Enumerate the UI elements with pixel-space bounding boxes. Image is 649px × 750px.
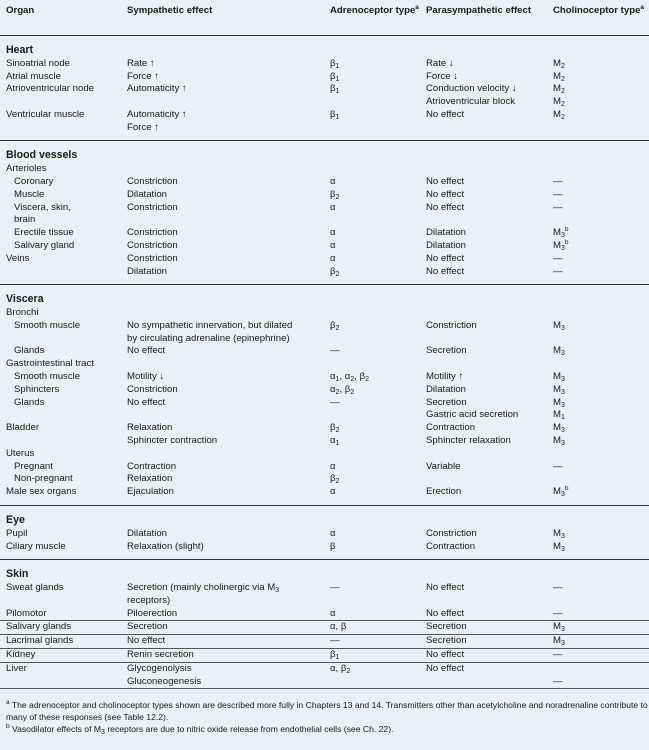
cell-parasympathetic bbox=[426, 307, 553, 320]
cell-sympathetic bbox=[127, 307, 330, 320]
cell-parasympathetic bbox=[426, 473, 553, 486]
cell-parasympathetic bbox=[426, 595, 553, 608]
cell-adrenoceptor: α bbox=[330, 527, 336, 539]
cell-adrenoceptor: α bbox=[330, 486, 336, 498]
cell-parasympathetic: Dilatation bbox=[426, 383, 466, 395]
table-row bbox=[0, 635, 649, 649]
cell-cholinoceptor: $M_3^b$ bbox=[553, 225, 569, 240]
table-row bbox=[0, 448, 649, 461]
cell-adrenoceptor: α bbox=[330, 201, 336, 213]
cell-cholinoceptor bbox=[553, 358, 649, 371]
cell-parasympathetic: No effect bbox=[426, 188, 465, 200]
cell-adrenoceptor: $\beta_2$ bbox=[330, 188, 340, 201]
cell-parasympathetic: No effect bbox=[426, 662, 465, 674]
cell-cholinoceptor: $M_3$ bbox=[553, 422, 565, 435]
cell-sympathetic: No effect bbox=[127, 635, 330, 649]
cell-cholinoceptor: $M_3$ bbox=[553, 371, 565, 384]
cell-sympathetic: Automaticity ↑ bbox=[127, 108, 187, 120]
header-sympathetic: Sympathetic effect bbox=[127, 0, 330, 36]
cell-organ: brain bbox=[14, 214, 36, 226]
cell-adrenoceptor: — bbox=[330, 582, 340, 594]
footnote-b-text: Vasodilator effects of $M_3$ receptors are due to nitric oxide release from endothelial cells (see Ch. 22). bbox=[12, 724, 394, 737]
table-row bbox=[0, 621, 649, 635]
table-row bbox=[0, 345, 649, 358]
cell-cholinoceptor: $M_3$ bbox=[553, 383, 565, 396]
table-row bbox=[0, 266, 649, 279]
cell-parasympathetic: Conduction velocity ↓ bbox=[426, 83, 517, 95]
cell-adrenoceptor bbox=[330, 333, 426, 346]
header-row bbox=[0, 0, 649, 36]
table-row bbox=[0, 307, 649, 320]
table-row bbox=[0, 176, 649, 189]
cell-organ: Salivary gland bbox=[14, 239, 75, 251]
cell-adrenoceptor: α bbox=[330, 460, 336, 472]
cell-parasympathetic: No effect bbox=[426, 108, 465, 120]
cell-parasympathetic: Secretion bbox=[426, 635, 553, 649]
header-cholinoceptor: Cholinoceptor type$^a$ bbox=[553, 0, 649, 36]
cell-cholinoceptor: $M_2$ bbox=[553, 70, 565, 83]
cell-adrenoceptor: α bbox=[330, 227, 336, 239]
cell-cholinoceptor: — bbox=[553, 676, 649, 689]
cell-adrenoceptor: $\beta_2$ bbox=[330, 265, 340, 278]
table-row bbox=[0, 662, 649, 675]
table-row bbox=[0, 473, 649, 486]
cell-cholinoceptor: $M_2$ bbox=[553, 108, 565, 121]
section-title: Skin bbox=[6, 568, 29, 581]
cell-adrenoceptor bbox=[330, 595, 426, 608]
cell-adrenoceptor: $\beta_2$ bbox=[330, 422, 340, 435]
cell-organ bbox=[0, 266, 127, 279]
cell-organ: Male sex organs bbox=[6, 486, 77, 498]
cell-sympathetic: receptors) bbox=[127, 594, 171, 606]
cell-adrenoceptor: $\alpha_2$, $\beta_2$ bbox=[330, 383, 355, 396]
table-row bbox=[0, 528, 649, 541]
cell-parasympathetic: Motility ↑ bbox=[426, 371, 464, 383]
cell-parasympathetic: Atrioventricular block bbox=[426, 96, 516, 108]
table-row bbox=[0, 202, 649, 215]
cell-adrenoceptor: $\beta_2$ bbox=[330, 319, 340, 332]
cell-sympathetic: Relaxation (slight) bbox=[127, 540, 204, 552]
cell-organ: Uterus bbox=[6, 447, 35, 459]
cell-organ: Bladder bbox=[6, 422, 40, 434]
cell-cholinoceptor bbox=[553, 595, 649, 608]
cell-organ: Gastrointestinal tract bbox=[6, 358, 94, 370]
table-row bbox=[0, 371, 649, 384]
cell-sympathetic: Secretion bbox=[127, 621, 330, 635]
cell-parasympathetic: Erection bbox=[426, 486, 462, 498]
cell-cholinoceptor: $M_3$ bbox=[553, 435, 565, 448]
cell-sympathetic: Constriction bbox=[127, 239, 178, 251]
table-row bbox=[0, 71, 649, 84]
cell-organ: Pupil bbox=[6, 527, 28, 539]
table-row bbox=[0, 253, 649, 266]
cell-sympathetic: No effect bbox=[127, 345, 166, 357]
section-title: Blood vessels bbox=[6, 149, 78, 162]
cell-organ: Smooth muscle bbox=[14, 319, 81, 331]
cell-adrenoceptor: $\beta_1$ bbox=[330, 70, 340, 83]
table-row bbox=[0, 109, 649, 122]
cell-sympathetic bbox=[127, 448, 330, 461]
table-row bbox=[0, 422, 649, 435]
cell-parasympathetic bbox=[426, 122, 553, 135]
cell-adrenoceptor: α bbox=[330, 175, 336, 187]
section-eye bbox=[0, 506, 649, 528]
cell-adrenoceptor: $\beta_1$ bbox=[330, 108, 340, 121]
header-organ: Organ bbox=[0, 0, 127, 36]
cell-sympathetic: Constriction bbox=[127, 201, 178, 213]
cell-sympathetic: Automaticity ↑ bbox=[127, 83, 187, 95]
cell-cholinoceptor: $M_3$ bbox=[553, 396, 565, 409]
cell-sympathetic: Rate ↑ bbox=[127, 57, 155, 69]
cell-organ: Erectile tissue bbox=[14, 227, 74, 239]
cell-organ bbox=[0, 435, 127, 448]
cell-sympathetic: Constriction bbox=[127, 227, 178, 239]
cell-adrenoceptor bbox=[330, 676, 426, 689]
cell-adrenoceptor: α, β bbox=[330, 621, 426, 635]
cell-adrenoceptor bbox=[330, 122, 426, 135]
footnote-a: $^a$ The adrenoceptor and cholinoceptor types shown are described more fully in Chapters 13 and 14. Transmitters other than acetylcholine and noradrenaline contribute to many of these responses (see Table 12.2). bbox=[6, 699, 648, 722]
cell-cholinoceptor bbox=[553, 662, 649, 675]
section-title: Viscera bbox=[6, 293, 44, 306]
header-adrenoceptor: Adrenoceptor type$^a$ bbox=[330, 0, 426, 36]
cell-parasympathetic: Contraction bbox=[426, 422, 476, 434]
cell-organ: Glands bbox=[14, 345, 45, 357]
cell-organ bbox=[0, 676, 127, 689]
cell-sympathetic: Constriction bbox=[127, 252, 178, 264]
section-skin bbox=[0, 560, 649, 582]
table-row bbox=[0, 333, 649, 346]
cell-parasympathetic: Constriction bbox=[426, 319, 477, 331]
cell-organ: Pregnant bbox=[14, 460, 53, 472]
cell-organ: Coronary bbox=[14, 175, 54, 187]
cell-adrenoceptor bbox=[330, 96, 426, 109]
table-row bbox=[0, 227, 649, 240]
table-row bbox=[0, 461, 649, 474]
cell-sympathetic: Dilatation bbox=[127, 188, 167, 200]
table-row bbox=[0, 409, 649, 422]
cell-parasympathetic: No effect bbox=[426, 201, 465, 213]
cell-organ: Glands bbox=[14, 396, 45, 408]
table-row bbox=[0, 83, 649, 96]
cell-sympathetic bbox=[127, 214, 330, 227]
cell-sympathetic: Dilatation bbox=[127, 265, 167, 277]
cell-cholinoceptor: — bbox=[553, 649, 649, 663]
cell-adrenoceptor bbox=[330, 448, 426, 461]
table-row bbox=[0, 96, 649, 109]
cell-sympathetic bbox=[127, 409, 330, 422]
cell-cholinoceptor: — bbox=[553, 608, 649, 621]
cell-organ: Muscle bbox=[14, 188, 45, 200]
cell-organ: Arterioles bbox=[6, 163, 47, 175]
table-row bbox=[0, 122, 649, 135]
cell-parasympathetic bbox=[426, 214, 553, 227]
cell-sympathetic: Force ↑ bbox=[127, 121, 159, 133]
cell-cholinoceptor bbox=[553, 448, 649, 461]
cell-sympathetic bbox=[127, 96, 330, 109]
cell-organ: Atrial muscle bbox=[6, 70, 61, 82]
table-row bbox=[0, 189, 649, 202]
cell-cholinoceptor: $M_2$ bbox=[553, 96, 565, 109]
cell-cholinoceptor: $M_3$ bbox=[553, 345, 565, 358]
cell-cholinoceptor: $M_3$ bbox=[553, 540, 565, 553]
cell-cholinoceptor: — bbox=[553, 582, 563, 594]
cell-cholinoceptor: $M_3$ bbox=[553, 319, 565, 332]
cell-cholinoceptor: — bbox=[553, 201, 563, 213]
cell-sympathetic: Ejaculation bbox=[127, 486, 174, 498]
section-blood_vessels bbox=[0, 141, 649, 163]
cell-parasympathetic: Force ↓ bbox=[426, 70, 458, 82]
cell-parasympathetic: Variable bbox=[426, 460, 461, 472]
cell-parasympathetic: No effect bbox=[426, 175, 465, 187]
cell-sympathetic: Relaxation bbox=[127, 473, 173, 485]
cell-sympathetic: Dilatation bbox=[127, 527, 167, 539]
cell-parasympathetic bbox=[426, 163, 553, 176]
cell-cholinoceptor bbox=[553, 163, 649, 176]
cell-parasympathetic: Sphincter relaxation bbox=[426, 435, 511, 447]
cell-parasympathetic: No effect bbox=[426, 582, 465, 594]
cell-cholinoceptor bbox=[553, 307, 649, 320]
cell-organ: Smooth muscle bbox=[14, 371, 81, 383]
cell-sympathetic: Relaxation bbox=[127, 422, 173, 434]
cell-organ bbox=[0, 595, 127, 608]
cell-parasympathetic bbox=[426, 448, 553, 461]
section-title: Eye bbox=[6, 514, 25, 527]
table-row bbox=[0, 676, 649, 689]
cell-adrenoceptor: $\alpha_1$, $\alpha_2$, $\beta_2$ bbox=[330, 371, 370, 384]
footnotes bbox=[0, 700, 649, 737]
cell-organ bbox=[0, 122, 127, 135]
cell-parasympathetic: Secretion bbox=[426, 345, 467, 357]
cell-adrenoceptor bbox=[330, 358, 426, 371]
cell-sympathetic: Force ↑ bbox=[127, 70, 159, 82]
cell-adrenoceptor: — bbox=[330, 635, 426, 649]
cell-cholinoceptor: $M_2$ bbox=[553, 83, 565, 96]
footnote-b: $^b$ Vasodilator effects of $M_3$ receptors are due to nitric oxide release from endothelial cells (see Ch. 22). bbox=[6, 723, 394, 737]
cell-cholinoceptor: $M_1$ bbox=[553, 409, 565, 422]
cell-adrenoceptor: $\beta_1$ bbox=[330, 83, 340, 96]
table-row bbox=[0, 358, 649, 371]
cell-adrenoceptor bbox=[330, 409, 426, 422]
cell-organ: Liver bbox=[6, 662, 27, 674]
table-row bbox=[0, 397, 649, 410]
cell-sympathetic: Renin secretion bbox=[127, 649, 330, 663]
cell-organ bbox=[0, 409, 127, 422]
cell-adrenoceptor: β bbox=[330, 540, 336, 552]
cell-cholinoceptor bbox=[553, 333, 649, 346]
cell-cholinoceptor: — bbox=[553, 175, 563, 187]
cell-organ: Ciliary muscle bbox=[6, 540, 66, 552]
cell-parasympathetic: No effect bbox=[426, 649, 553, 663]
cell-adrenoceptor: $\alpha_1$ bbox=[330, 435, 340, 448]
cell-parasympathetic bbox=[426, 358, 553, 371]
section-title: Heart bbox=[6, 44, 34, 56]
table-row bbox=[0, 582, 649, 595]
cell-sympathetic: No effect bbox=[127, 396, 166, 408]
cell-adrenoceptor: — bbox=[330, 396, 340, 408]
cell-organ: Sinoatrial node bbox=[6, 57, 71, 69]
cell-cholinoceptor: $M_3^b$ bbox=[553, 238, 569, 252]
section-heart bbox=[0, 36, 649, 58]
table-row bbox=[0, 541, 649, 554]
table-row bbox=[0, 486, 649, 499]
table-row bbox=[0, 435, 649, 448]
cell-parasympathetic: Rate ↓ bbox=[426, 57, 454, 69]
cell-organ: Ventricular muscle bbox=[6, 108, 85, 120]
cell-sympathetic: Constriction bbox=[127, 383, 178, 395]
cell-sympathetic: Piloerection bbox=[127, 608, 330, 621]
cell-parasympathetic: No effect bbox=[426, 252, 465, 264]
cell-sympathetic: Glycogenolysis bbox=[127, 662, 192, 674]
cell-organ: Bronchi bbox=[6, 307, 39, 319]
cell-sympathetic: Sphincter contraction bbox=[127, 435, 218, 447]
cell-cholinoceptor: $M_2$ bbox=[553, 57, 565, 70]
cell-cholinoceptor: $M_3^b$ bbox=[553, 485, 569, 499]
table-row bbox=[0, 214, 649, 227]
section-viscera bbox=[0, 285, 649, 307]
table-row bbox=[0, 320, 649, 333]
cell-parasympathetic: No effect bbox=[426, 608, 553, 621]
cell-sympathetic: Gluconeogenesis bbox=[127, 676, 330, 689]
cell-organ: Pilomotor bbox=[0, 608, 127, 621]
cell-adrenoceptor bbox=[330, 163, 426, 176]
cell-sympathetic bbox=[127, 163, 330, 176]
cell-organ: Salivary glands bbox=[0, 621, 127, 635]
cell-adrenoceptor: α bbox=[330, 239, 336, 251]
cell-parasympathetic: Constriction bbox=[426, 527, 477, 539]
table-row bbox=[0, 595, 649, 608]
cell-cholinoceptor: $M_3$ bbox=[553, 621, 649, 635]
cell-parasympathetic bbox=[426, 333, 553, 346]
cell-cholinoceptor: — bbox=[553, 265, 563, 277]
cell-adrenoceptor: $\beta_1$ bbox=[330, 649, 426, 663]
table-row bbox=[0, 240, 649, 253]
cell-cholinoceptor bbox=[553, 122, 649, 135]
cell-parasympathetic bbox=[426, 676, 553, 689]
cell-organ: Sphincters bbox=[14, 383, 60, 395]
cell-sympathetic bbox=[127, 358, 330, 371]
cell-adrenoceptor: α, $\beta_2$ bbox=[330, 662, 351, 675]
cell-organ: Lacrimal glands bbox=[0, 635, 127, 649]
cell-adrenoceptor: $\beta_2$ bbox=[330, 473, 340, 486]
cell-sympathetic: Motility ↓ bbox=[127, 371, 165, 383]
cell-organ: Veins bbox=[6, 252, 30, 264]
cell-cholinoceptor: — bbox=[553, 188, 563, 200]
cell-sympathetic: No sympathetic innervation, but dilated bbox=[127, 319, 293, 331]
cell-parasympathetic: Dilatation bbox=[426, 227, 466, 239]
cell-organ: Viscera, skin, bbox=[14, 201, 71, 213]
header-parasympathetic: Parasympathetic effect bbox=[426, 0, 553, 36]
cell-parasympathetic: Gastric acid secretion bbox=[426, 409, 519, 421]
cell-organ: Atrioventricular node bbox=[6, 83, 94, 95]
cell-parasympathetic: Secretion bbox=[426, 396, 467, 408]
cell-adrenoceptor: α bbox=[330, 608, 426, 621]
cell-sympathetic: Secretion (mainly cholinergic via $M_3$ bbox=[127, 582, 280, 595]
cell-adrenoceptor bbox=[330, 214, 426, 227]
cell-parasympathetic: Secretion bbox=[426, 621, 553, 635]
cell-sympathetic: Contraction bbox=[127, 460, 177, 472]
cell-organ bbox=[0, 96, 127, 109]
cell-adrenoceptor: α bbox=[330, 252, 336, 264]
cell-sympathetic: by circulating adrenaline (epinephrine) bbox=[127, 332, 290, 344]
cell-cholinoceptor: $M_3$ bbox=[553, 635, 649, 649]
table-row bbox=[0, 384, 649, 397]
cell-parasympathetic: No effect bbox=[426, 265, 465, 277]
cell-organ: Non-pregnant bbox=[14, 473, 73, 485]
table-row bbox=[0, 58, 649, 71]
cell-adrenoceptor: $\beta_1$ bbox=[330, 57, 340, 70]
cell-cholinoceptor: $M_3$ bbox=[553, 527, 565, 540]
cell-parasympathetic: Dilatation bbox=[426, 239, 466, 251]
cell-adrenoceptor: — bbox=[330, 345, 340, 357]
cell-organ: Kidney bbox=[0, 649, 127, 663]
cell-adrenoceptor bbox=[330, 307, 426, 320]
table-row bbox=[0, 163, 649, 176]
cell-organ bbox=[0, 333, 127, 346]
cell-parasympathetic: Contraction bbox=[426, 540, 476, 552]
cell-cholinoceptor: — bbox=[553, 460, 563, 472]
table-row bbox=[0, 649, 649, 663]
cell-organ: Sweat glands bbox=[6, 582, 64, 594]
cell-cholinoceptor: — bbox=[553, 252, 563, 264]
table-row bbox=[0, 608, 649, 621]
cell-sympathetic: Constriction bbox=[127, 175, 178, 187]
